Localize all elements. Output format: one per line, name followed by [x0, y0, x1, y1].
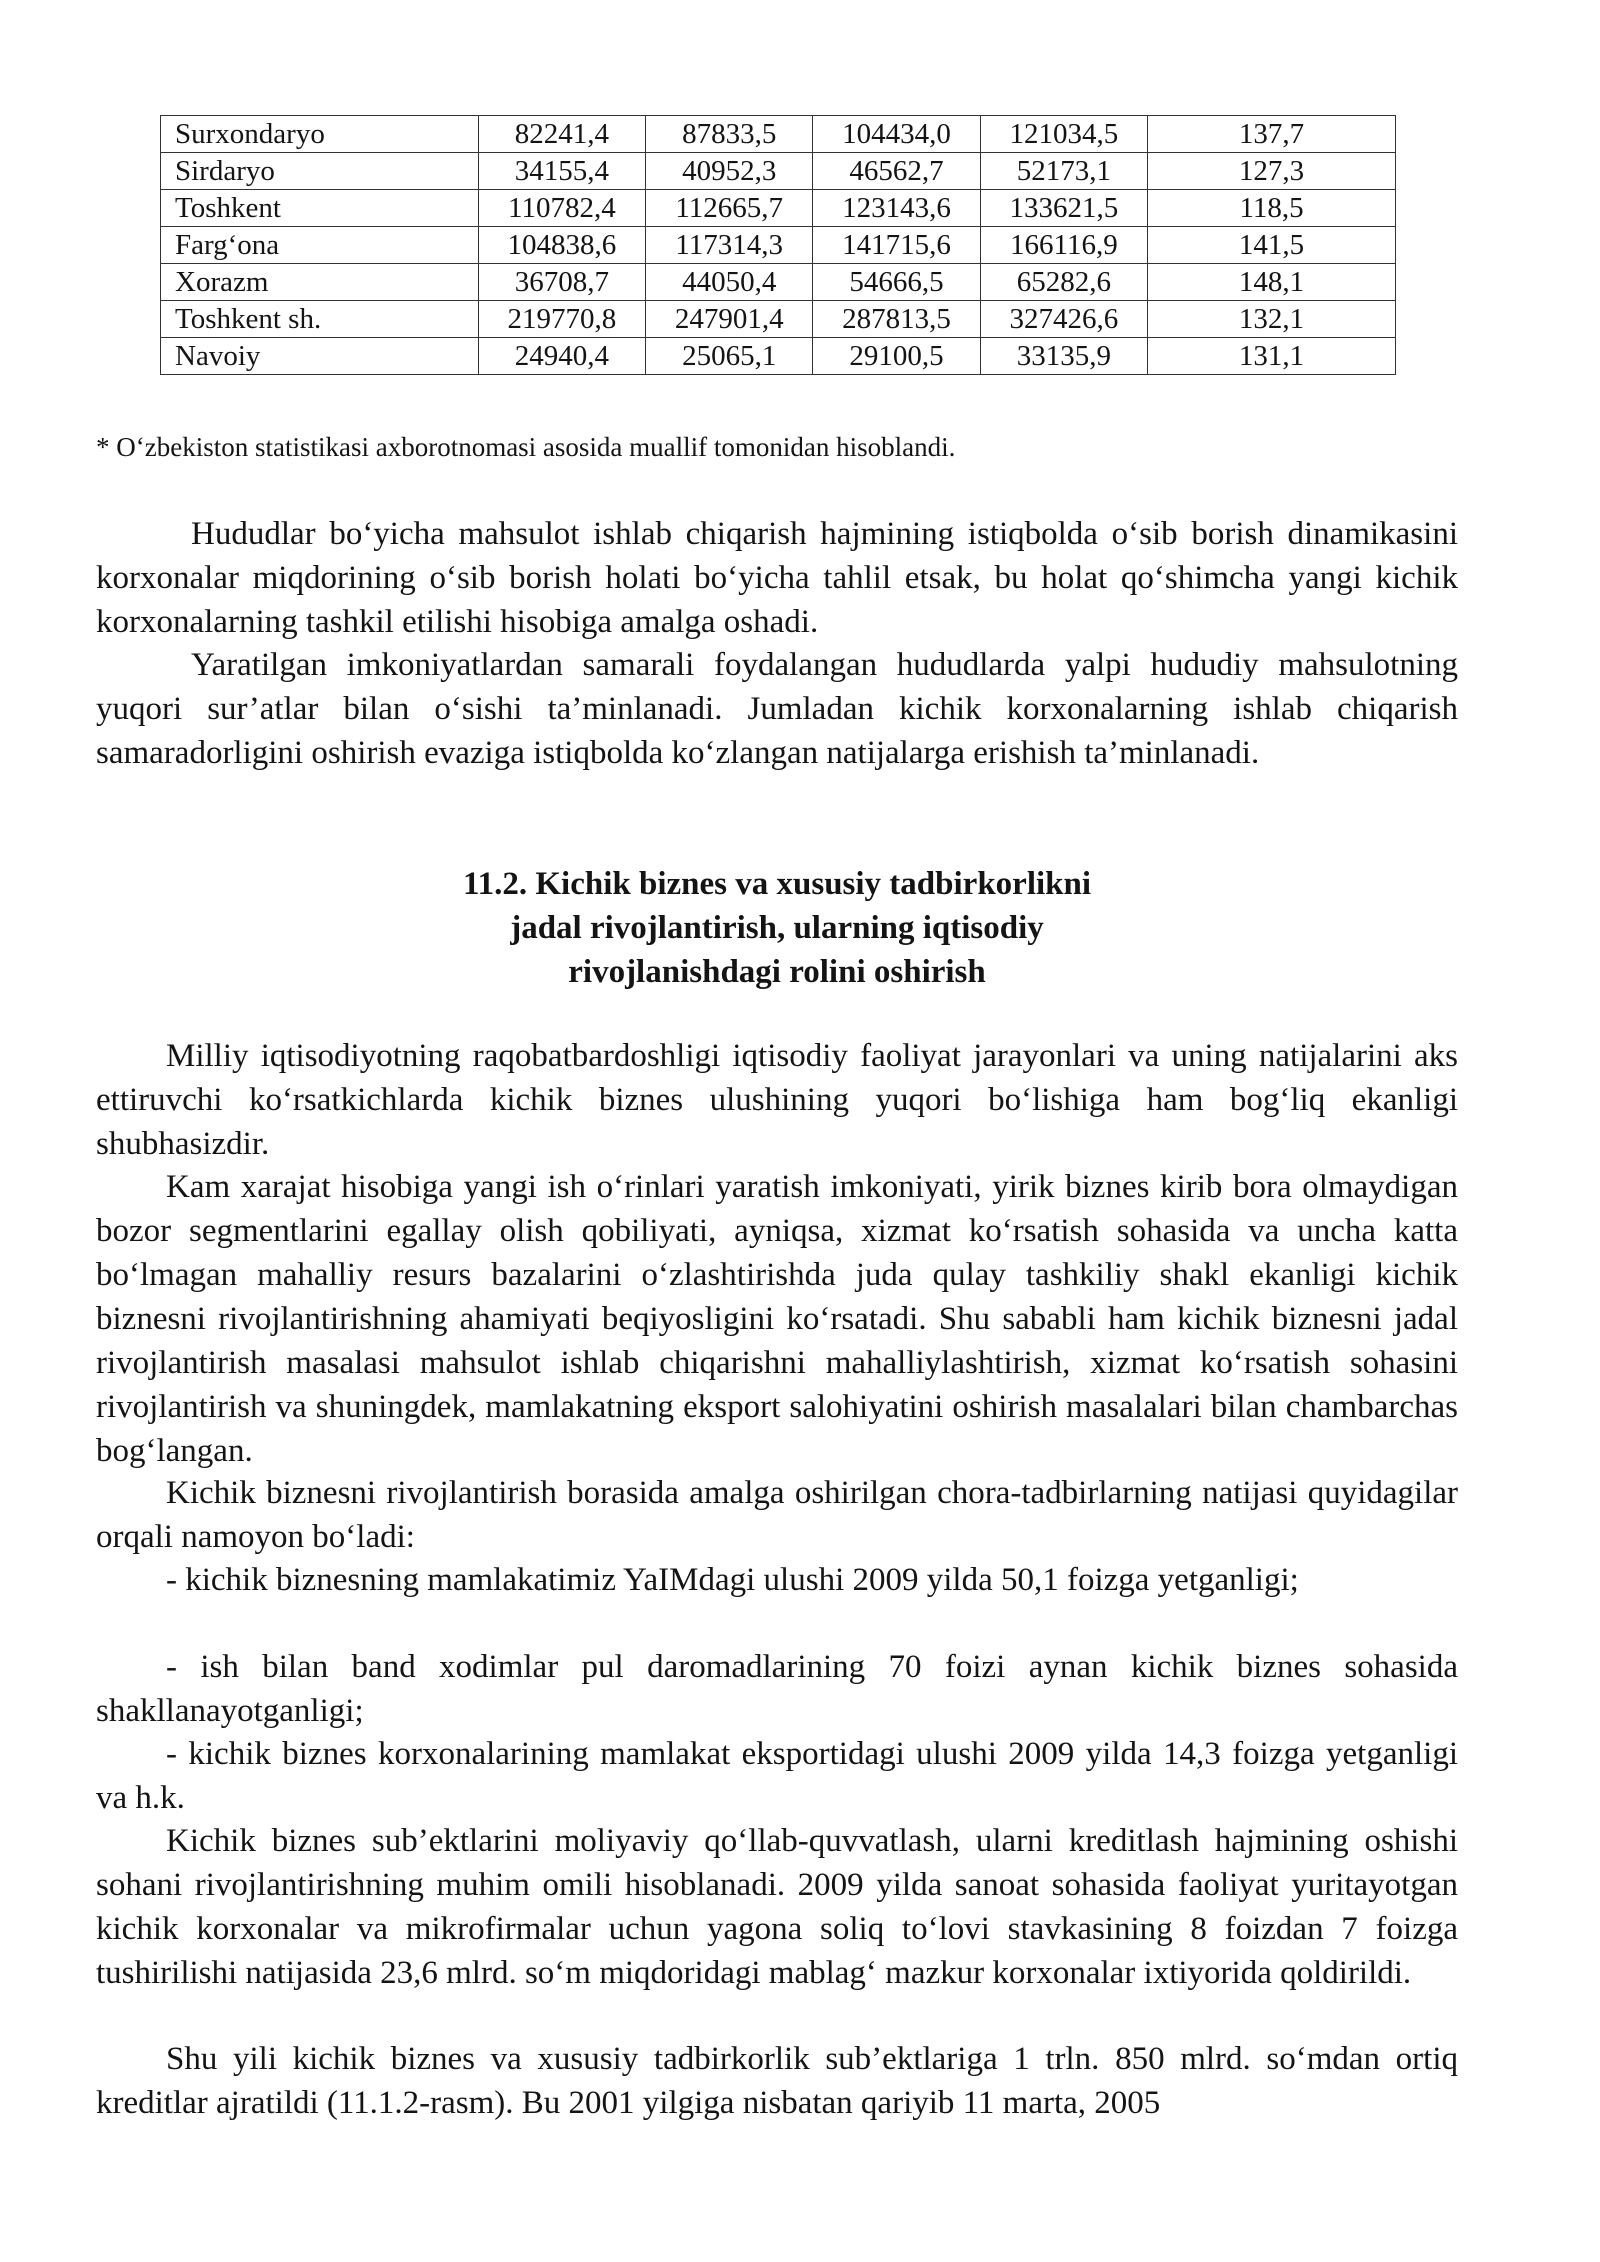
value-cell: 29100,5 — [813, 338, 980, 375]
list-item: - kichik biznes korxonalarining mamlakat eksportidagi ulushi 2009 yilda 14,3 foizga yetganligi va h.k. — [96, 1736, 1458, 1816]
value-cell: 287813,5 — [813, 301, 980, 338]
paragraph: Hududlar bo‘yicha mahsulot ishlab chiqarish hajmining istiqbolda o‘sib borish dinamikasini korxonalar miqdorining o‘sib borish holati bo‘yicha tahlil etsak, bu holat qo‘shimcha yangi kichik korxonalarning tashkil etilishi hisobiga amalga oshadi. — [96, 516, 1458, 640]
value-cell: 104434,0 — [813, 116, 980, 153]
percent-cell: 132,1 — [1148, 301, 1396, 338]
value-cell: 36708,7 — [478, 264, 645, 301]
paragraph: Kichik biznesni rivojlantirish borasida amalga oshirilgan chora-tadbirlarning natijasi quyidagilar orqali namoyon bo‘ladi: — [96, 1475, 1458, 1555]
list-item: - kichik biznesning mamlakatimiz YaIMdagi ulushi 2009 yilda 50,1 foizga yetganligi; — [166, 1562, 1299, 1598]
value-cell: 247901,4 — [646, 301, 813, 338]
value-cell: 33135,9 — [980, 338, 1147, 375]
value-cell: 24940,4 — [478, 338, 645, 375]
table-row — [161, 190, 1396, 227]
table-footnote: * O‘zbekiston statistikasi axborotnomasi asosida muallif tomonidan hisoblandi. — [96, 432, 956, 462]
value-cell: 166116,9 — [980, 227, 1147, 264]
value-cell: 327426,6 — [980, 301, 1147, 338]
region-cell: Toshkent — [161, 190, 479, 227]
value-cell: 34155,4 — [478, 153, 645, 190]
heading-line: rivojlanishdagi rolini oshirish — [568, 954, 986, 990]
regional-output-table — [160, 115, 1396, 375]
value-cell: 219770,8 — [478, 301, 645, 338]
percent-cell: 131,1 — [1148, 338, 1396, 375]
paragraph: Shu yili kichik biznes va xususiy tadbirkorlik sub’ektlariga 1 trln. 850 mlrd. so‘mdan ortiq kreditlar ajratildi (11.1.2-rasm). Bu 2001 yilgiga nisbatan qariyib 11 marta, 2005 — [96, 2041, 1458, 2121]
value-cell: 46562,7 — [813, 153, 980, 190]
value-cell: 123143,6 — [813, 190, 980, 227]
percent-cell: 118,5 — [1148, 190, 1396, 227]
value-cell: 65282,6 — [980, 264, 1147, 301]
table-body — [161, 116, 1396, 375]
list-item: - ish bilan band xodimlar pul daromadlarining 70 foizi aynan kichik biznes sohasida shakllanayotganligi; — [96, 1649, 1458, 1729]
value-cell: 40952,3 — [646, 153, 813, 190]
paragraph: Yaratilgan imkoniyatlardan samarali foydalangan hududlarda yalpi hududiy mahsulotning yuqori sur’atlar bilan o‘sishi ta’minlanadi. Jumladan kichik korxonalarning ishlab chiqarish samaradorligini oshirish evaziga istiqbolda ko‘zlangan natijalarga erishish ta’minlanadi. — [96, 647, 1458, 771]
value-cell: 87833,5 — [646, 116, 813, 153]
value-cell: 141715,6 — [813, 227, 980, 264]
table-row — [161, 301, 1396, 338]
table-row — [161, 338, 1396, 375]
region-cell: Toshkent sh. — [161, 301, 479, 338]
value-cell: 133621,5 — [980, 190, 1147, 227]
value-cell: 121034,5 — [980, 116, 1147, 153]
value-cell: 52173,1 — [980, 153, 1147, 190]
paragraph: Kichik biznes sub’ektlarini moliyaviy qo‘llab-quvvatlash, ularni kreditlash hajmining oshishi sohani rivojlantirishning muhim omili hisoblanadi. 2009 yilda sanoat sohasida faoliyat yuritayotgan kichik korxonalar va mikrofirmalar uchun yagona soliq to‘lovi stavkasining 8 foizdan 7 foizga tushirilishi natijasida 23,6 mlrd. so‘m miqdoridagi mablag‘ mazkur korxonalar ixtiyorida qoldirildi. — [96, 1823, 1458, 1991]
heading-line: 11.2. Kichik biznes va xususiy tadbirkorlikni — [462, 866, 1092, 902]
region-cell: Xorazm — [161, 264, 479, 301]
percent-cell: 141,5 — [1148, 227, 1396, 264]
region-cell: Navoiy — [161, 338, 479, 375]
value-cell: 44050,4 — [646, 264, 813, 301]
percent-cell: 127,3 — [1148, 153, 1396, 190]
region-cell: Surxondaryo — [161, 116, 479, 153]
section-heading — [96, 862, 1458, 994]
region-cell: Sirdaryo — [161, 153, 479, 190]
paragraph: Milliy iqtisodiyotning raqobatbardoshligi iqtisodiy faoliyat jarayonlari va uning natijalarini aks ettiruvchi ko‘rsatkichlarda kichik biznes ulushining yuqori bo‘lishiga ham bog‘liq ekanligi shubhasizdir. — [96, 1038, 1458, 1162]
value-cell: 104838,6 — [478, 227, 645, 264]
value-cell: 25065,1 — [646, 338, 813, 375]
percent-cell: 137,7 — [1148, 116, 1396, 153]
paragraph: Kam xarajat hisobiga yangi ish o‘rinlari yaratish imkoniyati, yirik biznes kirib bora olmaydigan bozor segmentlarini egallay olish qobiliyati, ayniqsa, xizmat ko‘rsatish sohasida va uncha katta bo‘lmagan mahalliy resurs bazalarini o‘zlashtirishda juda qulay tashkiliy shakl ekanligi kichik biznesni rivojlantirishning ahamiyati beqiyosligini ko‘rsatadi. Shu sababli ham kichik biznesni jadal rivojlantirish masalasi mahsulot ishlab chiqarishni mahalliylashtirish, xizmat ko‘rsatish sohasini rivojlantirish va shuningdek, mamlakatning eksport salohiyatini oshirish masalalari bilan chambarchas bog‘langan. — [96, 1169, 1458, 1469]
value-cell: 82241,4 — [478, 116, 645, 153]
value-cell: 117314,3 — [646, 227, 813, 264]
value-cell: 54666,5 — [813, 264, 980, 301]
table-row — [161, 153, 1396, 190]
percent-cell: 148,1 — [1148, 264, 1396, 301]
value-cell: 112665,7 — [646, 190, 813, 227]
table-row — [161, 227, 1396, 264]
heading-line: jadal rivojlantirish, ularning iqtisodiy — [510, 910, 1044, 946]
value-cell: 110782,4 — [478, 190, 645, 227]
table-row — [161, 116, 1396, 153]
table-row — [161, 264, 1396, 301]
region-cell: Farg‘ona — [161, 227, 479, 264]
